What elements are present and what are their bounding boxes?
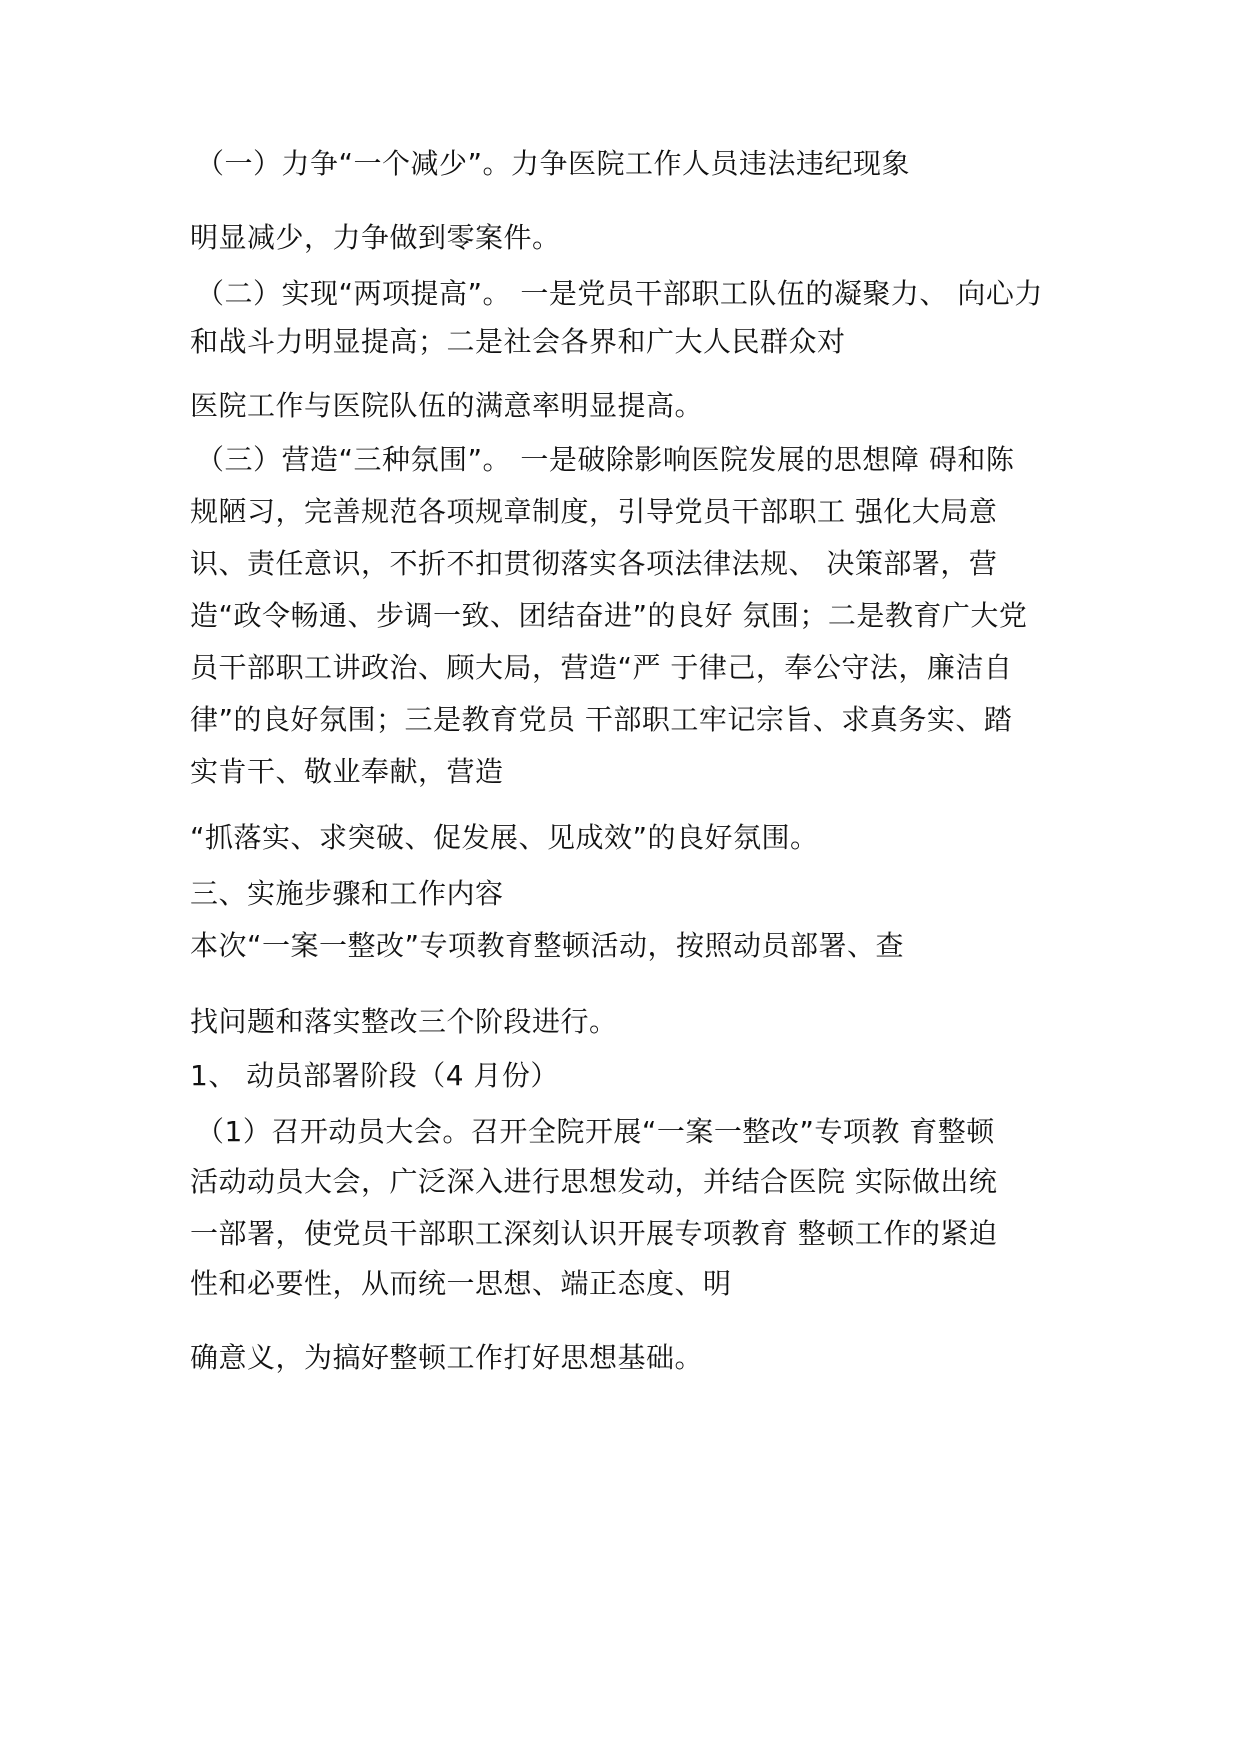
paragraph-3-line-2: 规陋习，完善规范各项规章制度，引导党员干部职工 强化大局意: [190, 495, 998, 528]
paragraph-4-line-1: 本次“一案一整改”专项教育整顿活动，按照动员部署、查: [190, 929, 905, 962]
paragraph-3-line-8: “抓落实、求突破、促发展、见成效”的良好氛围。: [190, 821, 819, 854]
paragraph-5-line-4: 性和必要性，从而统一思想、端正态度、明: [190, 1267, 732, 1300]
paragraph-2-line-3: 医院工作与医院队伍的满意率明显提高。: [190, 389, 704, 422]
paragraph-3-line-1: （三）营造“三种氛围”。 一是破除影响医院发展的思想障 碍和陈: [196, 443, 1015, 476]
paragraph-5-line-5: 确意义，为搞好整顿工作打好思想基础。: [190, 1341, 704, 1374]
paragraph-3-line-3: 识、责任意识，不折不扣贯彻落实各项法律法规、 决策部署，营: [190, 547, 998, 580]
paragraph-5-line-2: 活动动员大会，广泛深入进行思想发动，并结合医院 实际做出统: [190, 1165, 998, 1198]
paragraph-5-line-3: 一部署，使党员干部职工深刻认识开展专项教育 整顿工作的紧迫: [190, 1217, 998, 1250]
paragraph-4-line-2: 找问题和落实整改三个阶段进行。: [190, 1005, 618, 1038]
paragraph-3-line-7: 实肯干、敬业奉献，营造: [190, 755, 504, 788]
paragraph-1-line-2: 明显减少，力争做到零案件。: [190, 221, 561, 254]
paragraph-3-line-5: 员干部职工讲政治、顾大局，营造“严 于律己，奉公守法，廉洁自: [190, 651, 1013, 684]
paragraph-2-line-1: （二）实现“两项提高”。 一是党员干部职工队伍的凝聚力、 向心力: [196, 277, 1043, 310]
paragraph-1-line-1: （一）力争“一个减少”。力争医院工作人员违法违纪现象: [196, 147, 911, 180]
paragraph-5-line-1: （1）召开动员大会。召开全院开展“一案一整改”专项教 育整顿: [196, 1115, 995, 1148]
subsection-heading: 1、 动员部署阶段（4 月份）: [190, 1059, 559, 1092]
paragraph-3-line-4: 造“政令畅通、步调一致、团结奋进”的良好 氛围；二是教育广大党: [190, 599, 1028, 632]
paragraph-2-line-2: 和战斗力明显提高；二是社会各界和广大人民群众对: [190, 325, 846, 358]
paragraph-3-line-6: 律”的良好氛围；三是教育党员 干部职工牢记宗旨、求真务实、踏: [190, 703, 1013, 736]
section-heading: 三、实施步骤和工作内容: [190, 877, 504, 910]
